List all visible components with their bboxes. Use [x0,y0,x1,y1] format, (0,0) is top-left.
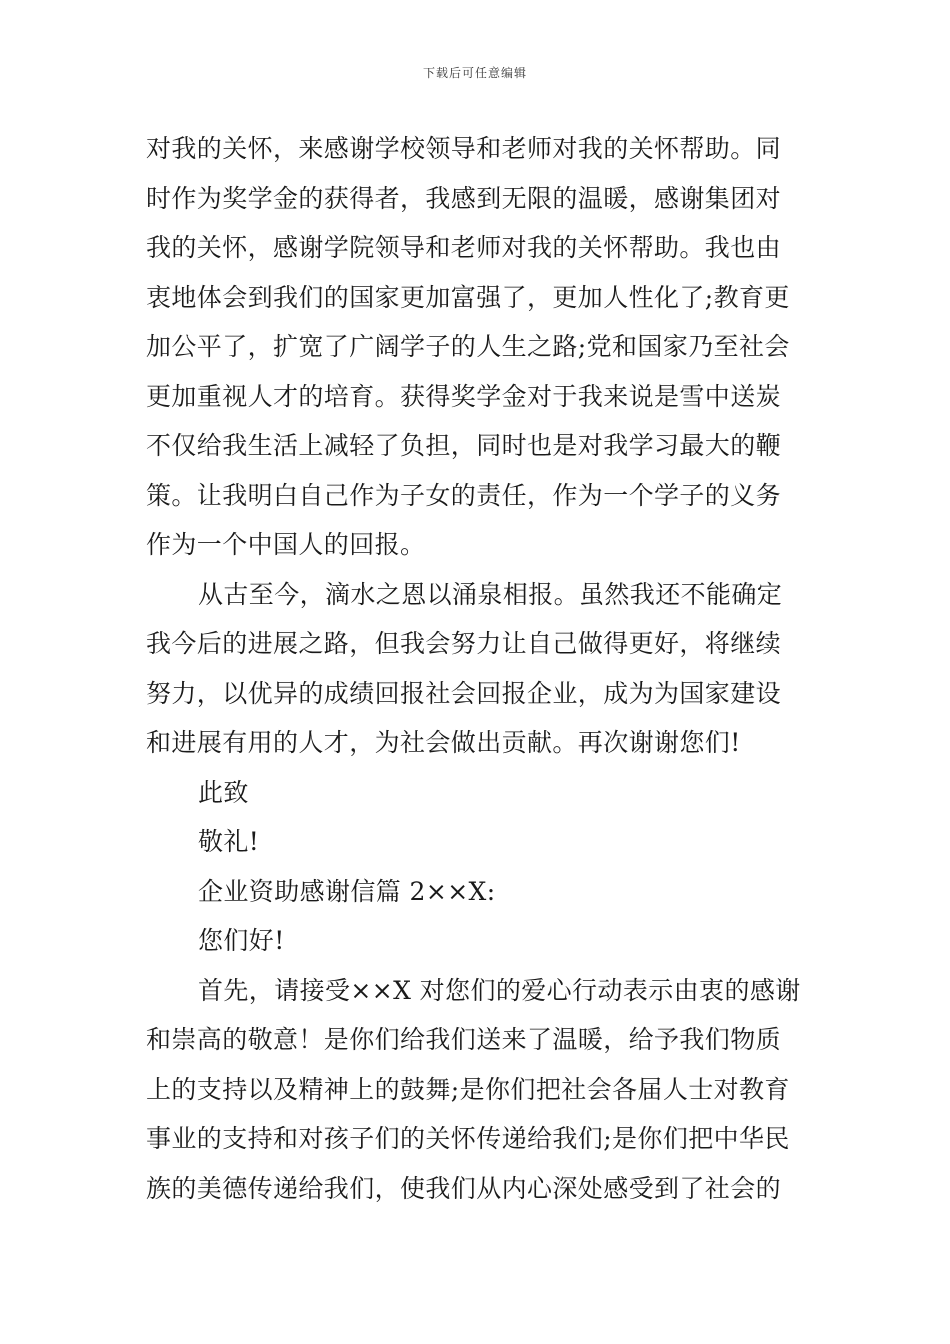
text-line: 努力，以优异的成绩回报社会回报企业，成为为国家建设 [146,678,782,708]
text-line: 我的关怀，感谢学院领导和老师对我的关怀帮助。我也由 [146,233,782,262]
page-header: 下载后可任意编辑 [422,66,527,80]
text-line: 对我的关怀，来感谢学校领导和老师对我的关怀帮助。同 [146,134,782,163]
paragraph-start-line: 从古至今，滴水之恩以涌泉相报。虽然我还不能确定 [198,579,783,609]
paragraph-start-line: 首先，请接受××X 对您们的爱心行动表示由衷的感谢 [198,975,801,1005]
closing-regards: 敬礼! [198,827,260,856]
text-line: 族的美德传递给我们，使我们从内心深处感受到了社会的 [146,1173,782,1203]
text-line: 时作为奖学金的获得者，我感到无限的温暖，感谢集团对 [146,183,782,213]
text-line: 加公平了，扩宽了广阔学子的人生之路;党和国家乃至社会 [146,332,790,361]
document-body [146,124,806,1213]
text-line: 衷地体会到我们的国家更加富强了，更加人性化了;教育更 [146,282,790,312]
text-line: 上的支持以及精神上的鼓舞;是你们把社会各届人士对教育 [146,1074,790,1104]
text-line: 策。让我明白自己作为子女的责任，作为一个学子的义务 [146,480,782,510]
text-line: 我今后的进展之路，但我会努力让自己做得更好，将继续 [146,629,782,658]
section-heading: 企业资助感谢信篇 2××X: [198,876,496,906]
greeting: 您们好! [198,926,285,955]
text-line: 更加重视人才的培育。获得奖学金对于我来说是雪中送炭 [146,381,782,411]
text-line: 和进展有用的人才，为社会做出贡献。再次谢谢您们! [146,728,741,757]
text-line: 事业的支持和对孩子们的关怀传递给我们;是你们把中华民 [146,1124,790,1153]
text-line: 不仅给我生活上减轻了负担，同时也是对我学习最大的鞭 [146,431,782,460]
text-line: 作为一个中国人的回报。 [146,530,426,559]
closing-salutation: 此致 [198,777,249,807]
text-line: 和崇高的敬意！是你们给我们送来了温暖，给予我们物质 [146,1025,782,1054]
